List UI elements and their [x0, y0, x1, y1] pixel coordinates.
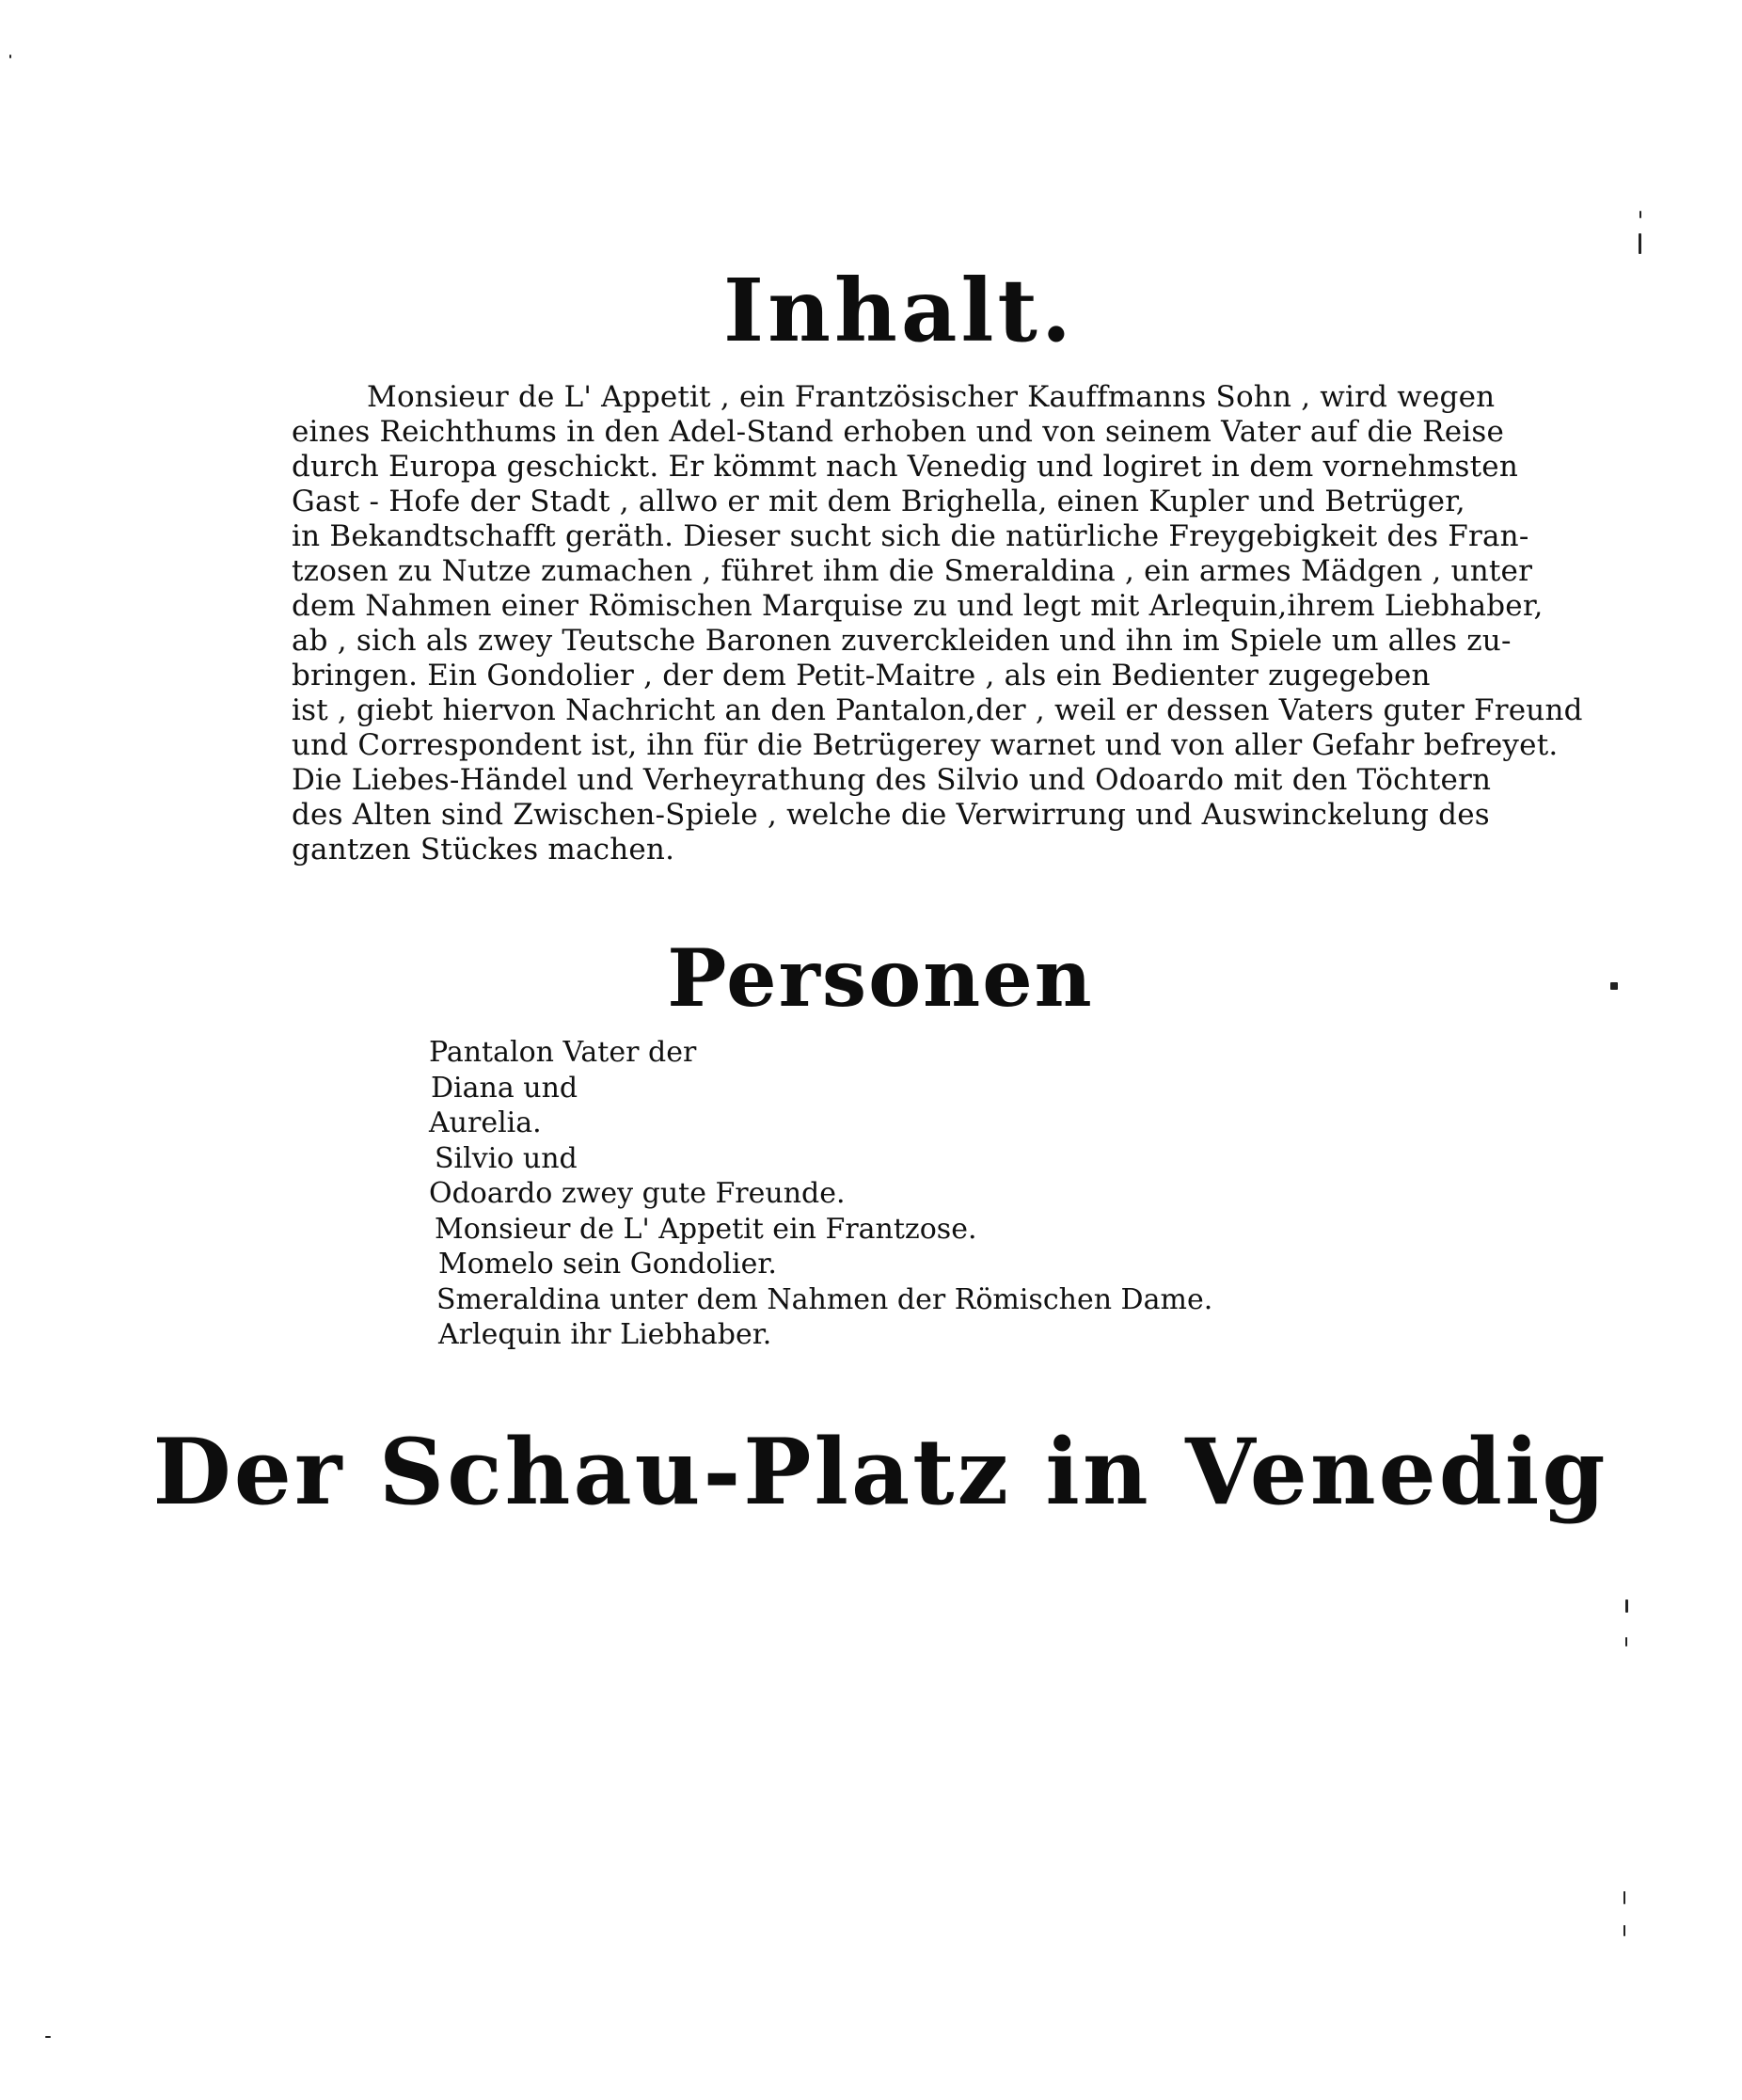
cast-item: Monsieur de L' Appetit ein Frantzose.: [435, 1212, 977, 1246]
summary-line: ab , sich als zwey Teutsche Baronen zuverckleiden und ihn im Spiele um alles zu-: [292, 624, 1512, 658]
scan-speck: [1639, 233, 1641, 254]
summary-line: Die Liebes-Händel und Verheyrathung des Silvio und Odoardo mit den Töchtern: [292, 763, 1492, 797]
scan-speck: [1610, 982, 1618, 990]
cast-item: Silvio und: [435, 1141, 578, 1175]
heading-schauplatz: Der Schau-Platz in Venedig: [152, 1419, 1608, 1525]
summary-line: des Alten sind Zwischen-Spiele , welche die Verwirrung und Auswinckelung des: [292, 798, 1490, 832]
summary-line: ist , giebt hiervon Nachricht an den Pantalon,der , weil er dessen Vaters guter Freund: [292, 693, 1583, 727]
scan-speck: [1625, 1599, 1628, 1613]
scan-speck: [9, 55, 11, 58]
cast-list: [429, 1035, 1212, 1353]
cast-item: Smeraldina unter dem Nahmen der Römischen Dame.: [436, 1282, 1213, 1316]
summary-line: dem Nahmen einer Römischen Marquise zu und legt mit Arlequin,ihrem Liebhaber,: [292, 589, 1544, 623]
summary-paragraph: [292, 380, 1583, 867]
summary-line: bringen. Ein Gondolier , der dem Petit-Maitre , als ein Bedienter zugegeben: [292, 659, 1431, 692]
cast-item: Arlequin ihr Liebhaber.: [438, 1318, 772, 1351]
cast-item: Odoardo zwey gute Freunde.: [429, 1177, 846, 1210]
scan-speck: [1623, 1925, 1625, 1936]
scan-speck: [1639, 211, 1641, 218]
cast-item: Pantalon Vater der: [429, 1036, 697, 1069]
summary-line: Monsieur de L' Appetit , ein Frantzösischer Kauffmanns Sohn , wird wegen: [367, 380, 1496, 414]
heading-inhalt: Inhalt.: [723, 260, 1075, 361]
summary-line: eines Reichthums in den Adel-Stand erhoben und von seinem Vater auf die Reise: [292, 415, 1505, 449]
summary-line: gantzen Stückes machen.: [292, 833, 675, 867]
scan-speck: [1623, 1891, 1625, 1904]
cast-item: Momelo sein Gondolier.: [438, 1248, 777, 1281]
summary-line: tzosen zu Nutze zumachen , führet ihm die Smeraldina , ein armes Mädgen , unter: [292, 554, 1533, 588]
summary-line: in Bekandtschafft geräth. Dieser sucht sich die natürliche Freygebigkeit des Fran-: [292, 519, 1529, 553]
scan-speck: [1625, 1637, 1627, 1647]
summary-line: und Correspondent ist, ihn für die Betrügerey warnet und von aller Gefahr befreyet.: [292, 728, 1559, 762]
cast-item: Diana und: [431, 1071, 578, 1105]
summary-line: durch Europa geschickt. Er kömmt nach Venedig und logiret in dem vornehmsten: [292, 450, 1519, 484]
scan-speck: [45, 2036, 51, 2038]
summary-line: Gast - Hofe der Stadt , allwo er mit dem Brighella, einen Kupler und Betrüger,: [292, 485, 1465, 518]
heading-personen: Personen: [667, 931, 1094, 1025]
cast-item: Aurelia.: [429, 1106, 542, 1139]
